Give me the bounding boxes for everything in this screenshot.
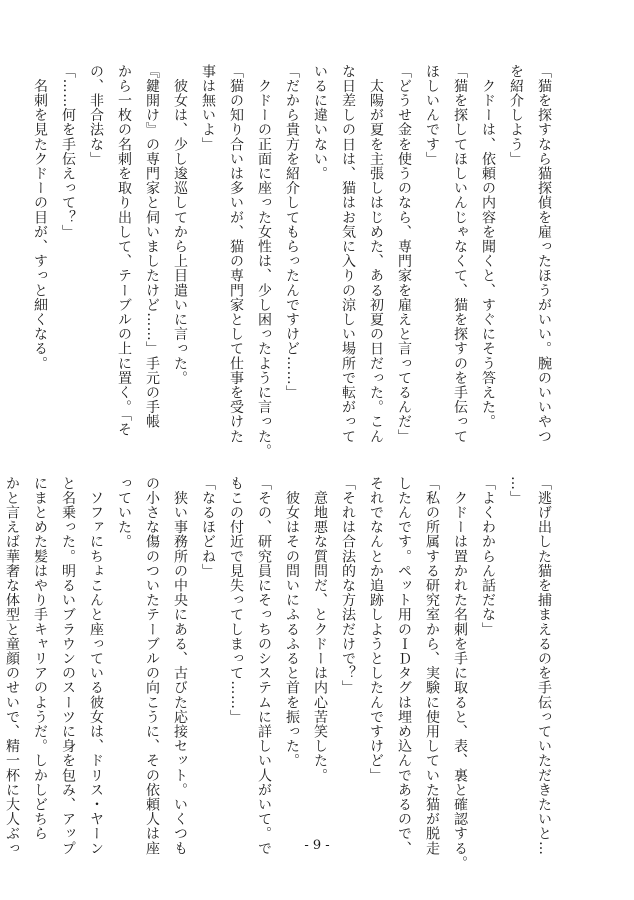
text-line: の、非合法な」	[88, 64, 104, 167]
page-number: - 9 -	[304, 838, 330, 853]
text-line: ソファにちょこんと座っている彼女は、ドリス・ヤーン	[88, 476, 104, 856]
text-line: 「猫を探すなら猫探偵を雇ったほうがいい。腕のいいやつ	[536, 64, 552, 444]
text-line: を紹介しよう」	[508, 64, 524, 167]
lower-text-block	[4, 476, 558, 871]
text-line: 「……何を手伝えって？」	[60, 64, 76, 240]
text-line: 太陽が夏を主張しはじめた、ある初夏の日だった。こん	[368, 64, 384, 444]
text-line: クドーは置かれた名刺を手に取ると、表、裏と確認する。	[452, 476, 468, 871]
text-line: 彼女は、少し逡巡してから上目遣いに言った。	[172, 64, 188, 386]
text-line: 「だから貴方を紹介してもらったんですけど……」	[284, 64, 300, 400]
text-line: 「よくわからん話だな」	[480, 476, 496, 637]
text-line: 名刺を見たクドーの目が、すっと細くなる。	[32, 64, 48, 371]
text-line: 「猫の知り合いは多いが、猫の専門家として仕事を受けた	[228, 64, 244, 444]
text-line: いるに違いない。	[312, 64, 328, 181]
text-line: クドーは、依頼の内容を聞くと、すぐにそう答えた。	[480, 64, 496, 429]
text-line: 「それは合法的な方法だけで？」	[340, 476, 356, 695]
text-line: 「その、研究員にそっちのシステムに詳しい人がいて。で	[256, 476, 272, 856]
text-line: もこの付近で見失ってしまって……」	[228, 476, 244, 725]
text-line: クドーの正面に座った女性は、少し困ったように言った。	[256, 64, 272, 459]
text-line: 狭い事務所の中央にある、古びた応接セット。いくつも	[172, 476, 188, 856]
text-line: 彼女はその問いにふるふると首を振った。	[284, 476, 300, 768]
text-line: 意地悪な質問だ、とクドーは内心苦笑した。	[312, 476, 328, 783]
text-line: …」	[508, 476, 524, 506]
text-line: 「私の所属する研究室から、実験に使用していた猫が脱走	[424, 476, 440, 856]
text-line: と名乗った。明るいブラウンのスーツに身を包み、アップ	[60, 476, 76, 856]
text-line: したんです。ペット用のＩＤタグは埋め込んであるので、	[396, 476, 412, 856]
text-line: それでなんとか追跡しようとしたんですけど」	[368, 476, 384, 783]
text-line: な日差しの日は、猫はお気に入りの涼しい場所で転がって	[340, 64, 356, 444]
text-line: から一枚の名刺を取り出して、テーブルの上に置く。「そ	[116, 64, 132, 437]
text-line: 「猫を探してほしいんじゃなくて、猫を探すのを手伝って	[452, 64, 468, 444]
text-line: 事は無いよ」	[200, 64, 216, 152]
text-line: ほしいんです」	[424, 64, 440, 167]
text-line: の小さな傷のついたテーブルの向こうに、その依頼人は座	[144, 476, 160, 856]
text-line: 『鍵開け』の専門家と伺いましたけど……」手元の手帳	[144, 64, 160, 429]
text-line: かと言えば華奢な体型と童顔のせいで、精一杯に大人ぶっ	[4, 476, 20, 856]
text-line: 「逃げ出した猫を捕まえるのを手伝っていただきたいと…	[536, 476, 552, 856]
text-line: っていた。	[116, 476, 132, 549]
text-line: にまとめた髪はやり手キャリアのようだ。しかしどちら	[32, 476, 48, 841]
upper-text-block	[32, 64, 558, 459]
text-line: 「どうせ金を使うのなら、専門家を雇えと言ってるんだ」	[396, 64, 412, 444]
text-line: 「なるほどね」	[200, 476, 216, 579]
